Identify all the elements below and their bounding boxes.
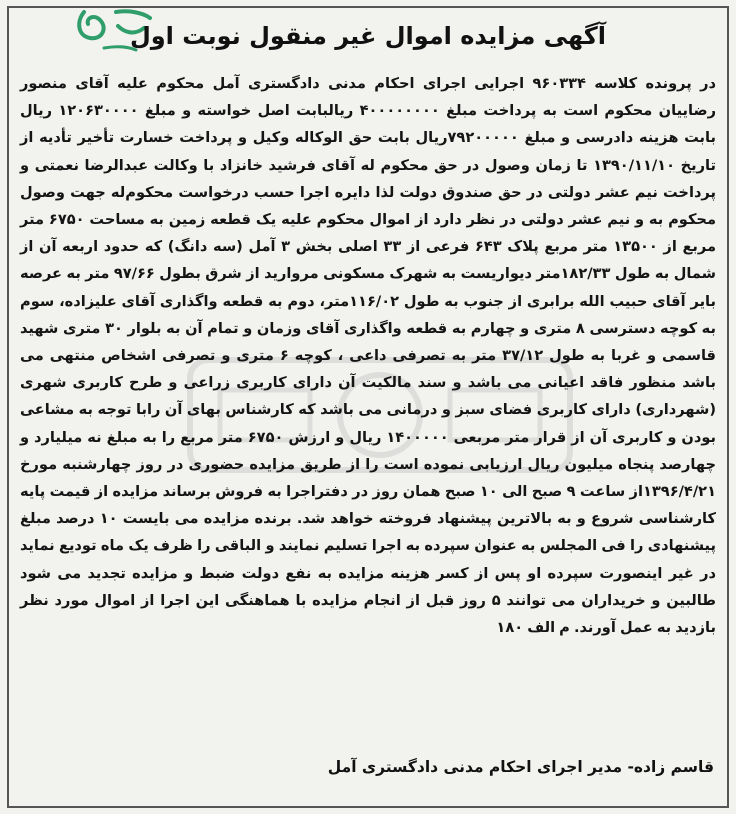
notice-title: آگهی مزایده اموال غیر منقول نوبت اول <box>129 22 606 50</box>
notice-signature: قاسم زاده- مدیر اجرای احکام مدنی دادگستری آمل <box>327 758 714 776</box>
notice-body: در پرونده کلاسه ۹۶۰۳۳۴ اجرایی اجرای احکام مدنی دادگستری آمل محکوم علیه آقای منصور رضاییان محکوم است به پرداخت مبلغ ۴۰۰۰۰۰۰۰۰ ریالبابت اصل خواسته و مبلغ ۱۲۰۶۳۰۰۰۰ ریال بابت هزینه دادرسی و مبلغ ۷۹۲۰۰۰۰۰ریال بابت حق الوکاله وکیل و پرداخت خسارت تأخیر تأدیه از تاریخ ۱۳۹۰/۱۱/۱۰ تا زمان وصول در حق محکوم له آقای فرشید خانزاد با وکالت عبدالرضا نعمتی و پرداخت نیم عشر دولتی در حق صندوق دولت لذا دایره اجرا حسب درخواست محکوم‌له جهت وصول محکوم به و نیم عشر دولتی در نظر دارد از اموال محکوم علیه یک قطعه زمین به مساحت ۶۷۵۰ متر مربع از ۱۳۵۰۰ متر مربع پلاک ۶۴۳ فرعی از ۳۳ اصلی بخش ۳ آمل (سه دانگ) که حدود اربعه آن از شمال به طول ۱۸۲/۳۳متر دیواریست به شهرک مسکونی مروارید از شرق بطول ۹۷/۶۶ متر به عرصه بایر آقای حبیب الله برابری از جنوب به طول ۱۱۶/۰۲متر، دوم به قطعه واگذاری آقای علیزاده، سوم به کوچه دسترسی ۸ متری و چهارم به قطعه واگذاری آقای وزمان و تمام آن به بلوار ۳۰ متری شهید قاسمی و غربا به طول ۳۷/۱۲ متر به تصرفی داعی ، کوچه ۶ متری و تصرفی اشخاص منتهی می باشد منظور فاقد اعیانی می باشد و سند مالکیت آن دارای کاربری زراعی و طرح کاربری شهری (شهرداری) دارای کاربری فضای سبز و درمانی می باشد که کارشناس بهای آن رابا توجه به مشاعی بودن و کاربری آن از قرار متر مربعی ۱۴۰۰۰۰۰ ریال و ارزش ۶۷۵۰ متر مربع را به مبلغ نه میلیارد و چهارصد پنجاه میلیون ریال ارزیابی نموده است را از طریق مزایده حضوری در روز چهارشنبه مورخ ۱۳۹۶/۴/۲۱از ساعت ۹ صبح الی ۱۰ صبح همان روز در دفتراجرا به فروش برساند مزایده از قیمت پایه کارشناسی شروع و به بالاترین پیشنهاد فروخته خواهد شد. برنده مزایده می بایست ۱۰ درصد مبلغ پیشنهادی را فی المجلس به عنوان سپرده به اجرا تسلیم نمایند و الباقی را ظرف یک ماه تودیع نماید در غیر اینصورت سپرده او پس از کسر هزینه مزایده به نفع دولت ضبط و مزایده تجدید می شود طالبین و خریداران می توانند ۵ روز قبل از انجام مزایده با هماهنگی این اجرا از اموال مورد نظر بازدید به عمل آورند. م الف ۱۸۰ <box>20 75 717 637</box>
